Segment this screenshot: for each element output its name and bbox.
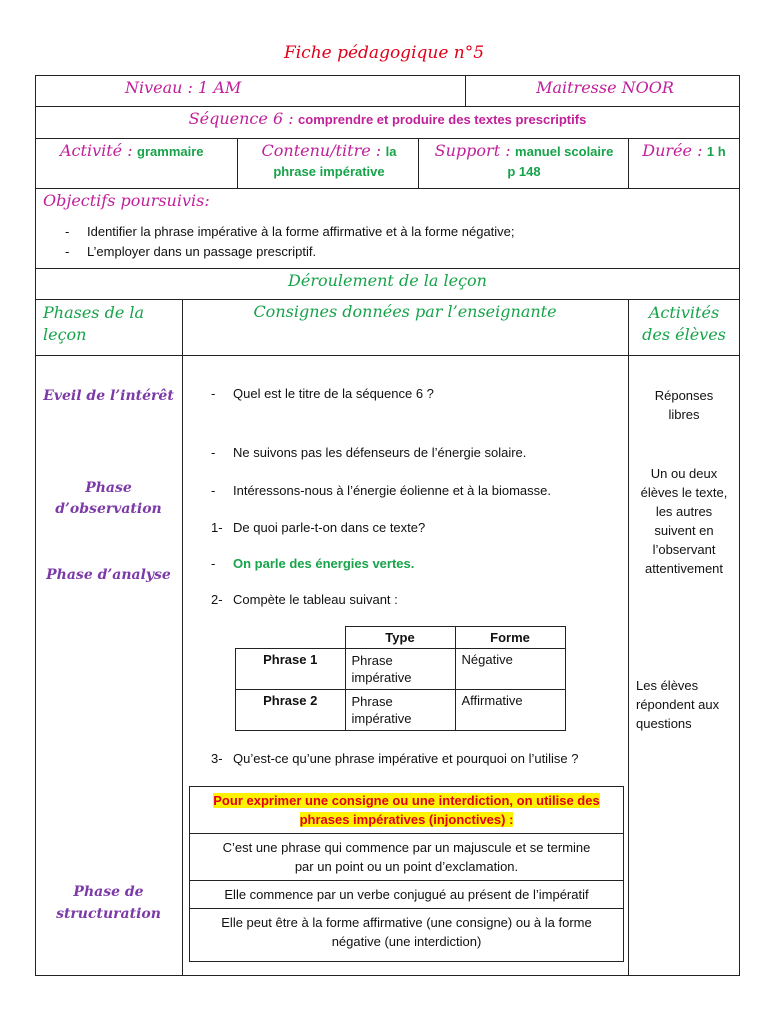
support-value-line2: p 148	[507, 164, 541, 179]
row-divider	[35, 188, 740, 189]
row-divider	[35, 355, 740, 356]
table-row: Phrase 2 Phrase impérative Affirmative	[236, 690, 566, 731]
summary-highlight: Pour exprimer une consigne ou une interdiction, on utilise des phrases impératives (injonctives) :	[190, 787, 623, 834]
contenu-value: la	[385, 144, 397, 159]
support-label: Support :	[434, 141, 511, 160]
col-divider	[182, 299, 183, 976]
contenu	[240, 141, 418, 182]
duree	[628, 141, 740, 161]
contenu-value-line2: phrase impérative	[273, 164, 385, 179]
summary-row: Elle commence par un verbe conjugué au présent de l’impératif	[190, 881, 623, 909]
niveau	[125, 78, 241, 97]
texte-line-2: - Intéressons-nous à l’énergie éolienne et à la biomasse.	[211, 483, 551, 498]
question-2: 2- Compète le tableau suivant :	[211, 592, 398, 607]
col-header-phases: Phases de la leçon	[43, 303, 145, 344]
objectif-item: - Identifier la phrase impérative à la forme affirmative et à la forme négative;	[65, 224, 515, 239]
col-divider	[465, 75, 466, 106]
activite-value: grammaire	[137, 144, 204, 159]
duree-label: Durée :	[642, 141, 703, 160]
table-row: Phrase 1 Phrase impérative Négative	[236, 649, 566, 690]
question-3: 3- Qu’est-ce qu’une phrase impérative et pourquoi on l’utilise ?	[211, 751, 579, 766]
page-title: Fiche pédagogique n°5	[283, 43, 485, 63]
row-divider	[35, 268, 740, 269]
duree-value: 1 h	[706, 144, 726, 159]
activite	[60, 141, 204, 161]
phase-structuration: Phase de structuration	[56, 884, 161, 922]
consigne-titre: - Quel est le titre de la séquence 6 ?	[211, 386, 434, 401]
activite-eleves-3: Les élèves répondent aux questions	[636, 678, 720, 731]
support	[420, 141, 628, 182]
phase-analyse: Phase d’analyse	[46, 567, 171, 583]
sequence-value: comprendre et produire des textes prescriptifs	[298, 112, 587, 127]
sequence-label: Séquence 6 :	[188, 109, 294, 128]
col-divider	[237, 138, 238, 188]
activite-eleves-2: Un ou deux élèves le texte, les autres suivent en l’observant attentivement	[640, 466, 728, 576]
question-1: 1- De quoi parle-t-on dans ce texte?	[211, 520, 426, 535]
deroulement-heading: Déroulement de la leçon	[288, 271, 487, 290]
contenu-label: Contenu/titre :	[261, 141, 382, 160]
niveau-label: Niveau :	[125, 78, 193, 97]
niveau-value: 1 AM	[198, 78, 242, 97]
phase-eveil: Eveil de l’intérêt	[43, 388, 174, 404]
summary-row: Elle peut être à la forme affirmative (une consigne) ou à la forme négative (une interdiction)	[221, 915, 592, 949]
objectifs-label: Objectifs poursuivis:	[43, 191, 210, 210]
activite-label: Activité :	[60, 141, 133, 160]
col-header-activites: Activités des élèves	[642, 303, 726, 344]
row-divider	[35, 138, 740, 139]
answer-1: - On parle des énergies vertes.	[211, 556, 415, 571]
phase-observation: Phase d’observation	[55, 480, 162, 517]
summary-row: C’est une phrase qui commence par un majuscule et se termine par un point ou un point d’exclamation.	[190, 834, 623, 881]
activite-eleves-1: Réponses libres	[654, 388, 714, 422]
table-header-forme: Forme	[455, 627, 565, 649]
phrase-table	[235, 626, 566, 731]
table-header-type: Type	[345, 627, 455, 649]
row-divider	[35, 299, 740, 300]
row-divider	[35, 106, 740, 107]
maitresse: Maitresse NOOR	[536, 78, 674, 97]
texte-line-1: - Ne suivons pas les défenseurs de l’énergie solaire.	[211, 445, 527, 460]
col-header-consignes: Consignes données par l’enseignante	[253, 302, 557, 321]
sequence	[35, 109, 740, 129]
objectifs-list	[65, 222, 515, 262]
objectif-item: - L’employer dans un passage prescriptif.	[65, 244, 317, 259]
support-value: manuel scolaire	[515, 144, 614, 159]
summary-box	[189, 786, 624, 962]
col-divider	[418, 138, 419, 188]
